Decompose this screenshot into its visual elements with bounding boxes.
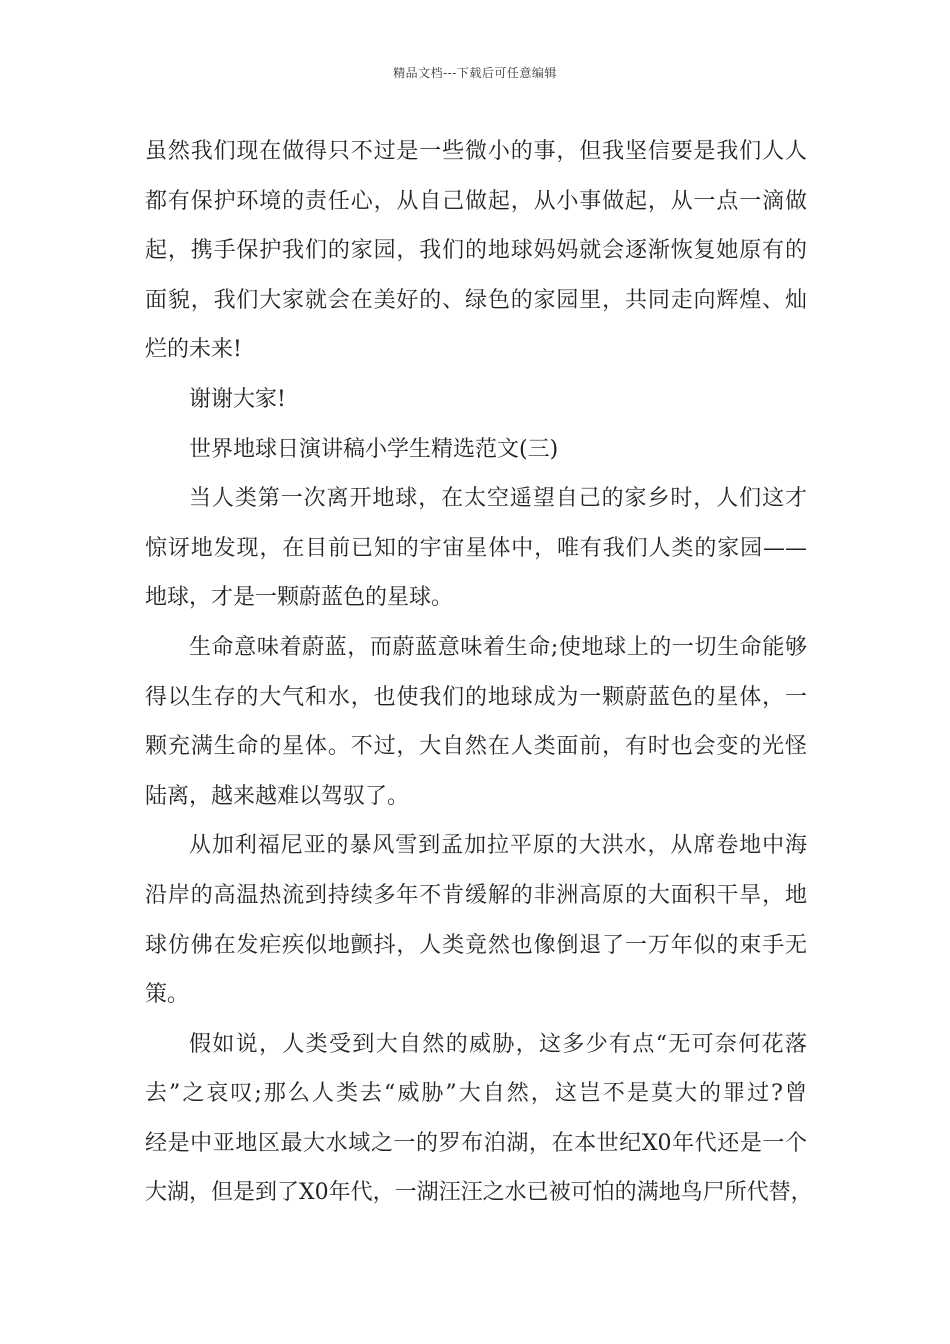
text-line: 惊讶地发现，在目前已知的宇宙星体中，唯有我们人类的家园—— [145, 535, 807, 561]
text-line: 虽然我们现在做得只不过是一些微小的事，但我坚信要是我们人人 [145, 139, 807, 164]
text-line: 球仿佛在发疟疾似地颤抖，人类竟然也像倒退了一万年似的束手无 [145, 932, 807, 958]
text-line: 烂的未来! [145, 337, 242, 363]
text-line: 陆离，越来越难以驾驭了。 [145, 783, 410, 809]
text-line: 去”之哀叹;那么人类去“威胁”大自然，这岂不是莫大的罪过?曾 [145, 1081, 807, 1107]
text-line: 当人类第一次离开地球，在太空遥望自己的家乡时，人们这才 [189, 486, 807, 512]
document-body [145, 127, 813, 1218]
text-line: 沿岸的高温热流到持续多年不肯缓解的非洲高原的大面积干旱，地 [145, 882, 807, 908]
text-line: 都有保护环境的责任心，从自己做起，从小事做起，从一点一滴做 [145, 188, 807, 214]
text-line: 经是中亚地区最大水域之一的罗布泊湖，在本世纪X0年代还是一个 [145, 1130, 807, 1156]
text-line: 策。 [145, 982, 190, 1008]
text-line: 地球，才是一颗蔚蓝色的星球。 [145, 585, 454, 611]
text-line: 起，携手保护我们的家园，我们的地球妈妈就会逐渐恢复她原有的 [145, 238, 807, 264]
section-title: 世界地球日演讲稿小学生精选范文(三) [189, 436, 559, 462]
text-line: 谢谢大家! [189, 386, 286, 412]
page-header: 精品文档---下载后可任意编辑 [393, 66, 557, 80]
text-line: 颗充满生命的星体。不过，大自然在人类面前，有时也会变的光怪 [145, 734, 807, 760]
text-line: 面貌，我们大家就会在美好的、绿色的家园里，共同走向辉煌、灿 [145, 287, 807, 313]
text-line: 假如说，人类受到大自然的威胁，这多少有点“无可奈何花落 [189, 1031, 807, 1057]
text-line: 得以生存的大气和水，也使我们的地球成为一颗蔚蓝色的星体，一 [145, 684, 807, 710]
text-line: 大湖，但是到了X0年代，一湖汪汪之水已被可怕的满地鸟尸所代替， [145, 1180, 813, 1206]
text-line: 从加利福尼亚的暴风雪到孟加拉平原的大洪水，从席卷地中海 [189, 833, 807, 859]
text-line: 生命意味着蔚蓝，而蔚蓝意味着生命;使地球上的一切生命能够 [189, 634, 807, 660]
